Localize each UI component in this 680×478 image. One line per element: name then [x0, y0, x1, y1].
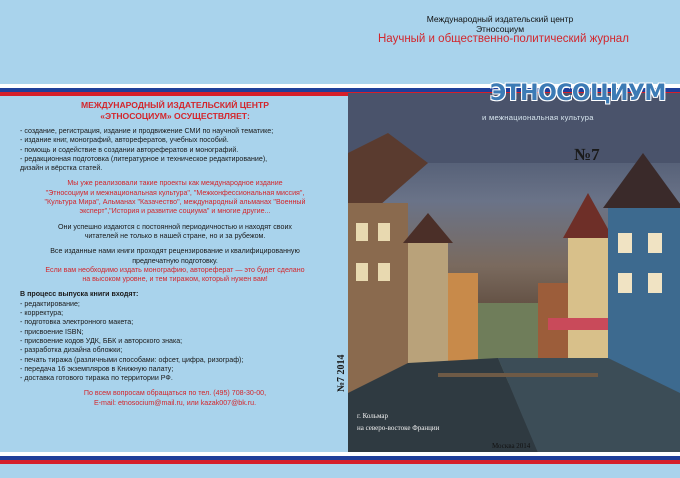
list-item: - редактирование; — [20, 299, 80, 308]
colmar-canal-illustration — [348, 93, 680, 453]
journal-type: Научный и общественно-политический журнал — [378, 33, 629, 45]
list-item: - подготовка электронного макета; — [20, 318, 134, 327]
list-item: - доставка готового тиража по территории РФ. — [20, 374, 173, 383]
publisher-line-1: Международный издательский центр — [426, 14, 574, 24]
logo-subtitle: и межнациональная культура — [482, 113, 594, 122]
list-item: - создание, регистрация, издание и продвижение СМИ по научной тематике; — [20, 127, 274, 135]
contact-email: E-mail: etnosocium@mail.ru, или kazak007@bk.ru. — [93, 398, 257, 407]
list-item: - присвоение кодов УДК, ББК и авторского знака; — [20, 336, 183, 345]
tricolor-stripe-bottom — [0, 452, 680, 464]
back-cover-title: МЕЖДУНАРОДНЫЙ ИЗДАТЕЛЬСКИЙ ЦЕНТР «ЭТНОСОЦИУМ» ОСУЩЕСТВЛЯЕТ: — [81, 100, 269, 121]
offer-paragraph: Если вам необходимо издать монографию, автореферат — это будет сделано на высоком уровне, и тем тиражом, который нужен вам! — [45, 265, 305, 284]
review-paragraph: Все изданные нами книги проходят рецензирование и квалифицированную предпечатную подготовку. — [50, 247, 300, 265]
publisher-line-2: Этносоциум — [475, 24, 525, 34]
periodic-paragraph: Они успешно издаются с постоянной периодичностью и находят своих читателей не только в нашей стране, но и за рубежом. — [58, 222, 292, 240]
photo-caption — [357, 410, 439, 434]
list-item: - присвоение ISBN; — [20, 327, 84, 336]
process-title: В процесс выпуска книги входят: — [20, 290, 139, 299]
list-item: - корректура; — [20, 309, 64, 318]
projects-paragraph: Мы уже реализовали такие проекты как международное издание "Этносоциум и межнациональная культура", "Межконфессиональная миссия", "Культура Мира", Альманах "Казачество", международный альманах "Военный эксперт","История и развитие социума" и многие другие... — [44, 179, 306, 216]
city-year: Москва 2014 — [492, 442, 531, 450]
spine-issue-year: №7 2014 — [336, 354, 347, 392]
list-item: - помощь и содействие в создании авторефератов и монографий. — [20, 145, 239, 154]
services-list — [20, 127, 330, 173]
cover-photo — [348, 93, 680, 453]
caption-line-2: на северо-востоке Франции — [357, 424, 440, 432]
journal-logo: ЭТНОСОЦИУМ — [490, 81, 666, 106]
list-item: - печать тиража (различными способами: офсет, цифра, ризограф); — [20, 355, 244, 364]
list-item: дизайн и вёрстка статей. — [20, 164, 103, 173]
issue-number: №7 — [574, 145, 600, 164]
list-item: - издание книг, монографий, авторефератов, учебных пособий. — [20, 136, 229, 145]
list-item: - разработка дизайна обложки; — [20, 346, 123, 355]
list-item: - редакционная подготовка (литературное и техническое редактирование), — [20, 154, 268, 163]
contact-phone: По всем вопросам обращаться по тел. (495) 708-30-00, — [83, 389, 267, 398]
contact-info — [20, 389, 330, 408]
publisher-name — [415, 14, 585, 34]
process-list — [20, 290, 330, 383]
caption-line-1: г. Кольмар — [357, 412, 388, 420]
list-item: - передача 16 экземпляров в Книжную палату; — [20, 364, 174, 373]
back-cover-text — [20, 100, 330, 408]
